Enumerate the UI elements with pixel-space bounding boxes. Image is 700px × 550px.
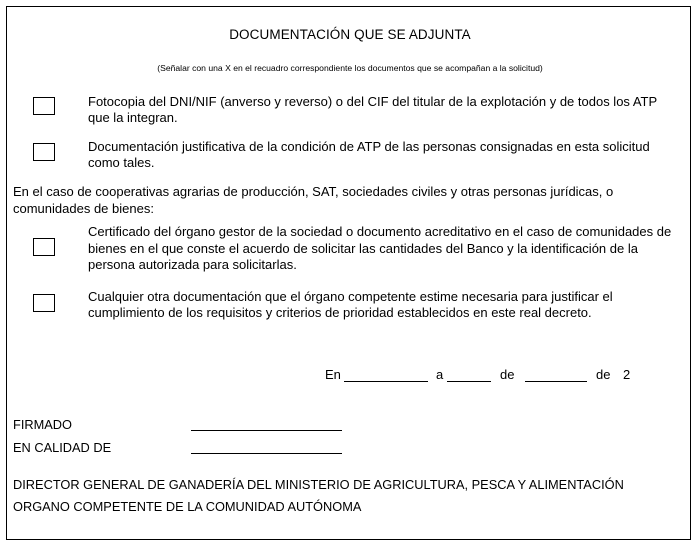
checkbox-certificado[interactable] [33,238,55,256]
organo-line: ORGANO COMPETENTE DE LA COMUNIDAD AUTÓNOMA [13,499,362,514]
instructions-note: (Señalar con una X en el recuadro correspondiente los documentos que se acompañan a la solicitud) [157,63,543,73]
checkbox-otra[interactable] [33,294,55,312]
director-line: DIRECTOR GENERAL DE GANADERÍA DEL MINISTERIO DE AGRICULTURA, PESCA Y ALIMENTACIÓN [13,477,624,492]
item-text-dni: Fotocopia del DNI/NIF (anverso y reverso) o del CIF del titular de la explotación y de todos los ATP que la integran. [88,94,657,125]
date-de-label-1: de [500,367,515,382]
item-text-atp: Documentación justificativa de la condición de ATP de las personas consignadas en esta solicitud como tales. [88,139,650,170]
cooperatives-paragraph: En el caso de cooperativas agrarias de producción, SAT, sociedades civiles y otras personas jurídicas, o comunidades de bienes: [13,184,614,216]
en-calidad-label: EN CALIDAD DE [13,440,112,455]
section-title: DOCUMENTACIÓN QUE SE ADJUNTA [229,27,471,42]
checkbox-dni[interactable] [33,97,55,115]
checkbox-atp[interactable] [33,143,55,161]
date-month-blank[interactable] [525,381,587,382]
firmado-label: FIRMADO [13,417,73,432]
firmado-signature-line[interactable] [191,430,342,431]
date-en-label: En [325,367,341,382]
item-text-otra: Cualquier otra documentación que el órgano competente estime necesaria para justificar el cumplimiento de los requisitos y criterios de prioridad establecidos en este real decreto. [88,289,613,320]
date-year-prefix: 2 [623,367,631,382]
item-text-certificado: Certificado del órgano gestor de la sociedad o documento acreditativo en el caso de comunidades de bienes en el que conste el acuerdo de solicitar las cantidades del Banco y la identificación de la persona autorizada para solicitarlas. [88,224,672,272]
date-day-blank[interactable] [447,381,491,382]
date-a-label: a [436,367,444,382]
en-calidad-line[interactable] [191,453,342,454]
date-place-blank[interactable] [344,381,428,382]
date-de-label-2: de [596,367,611,382]
